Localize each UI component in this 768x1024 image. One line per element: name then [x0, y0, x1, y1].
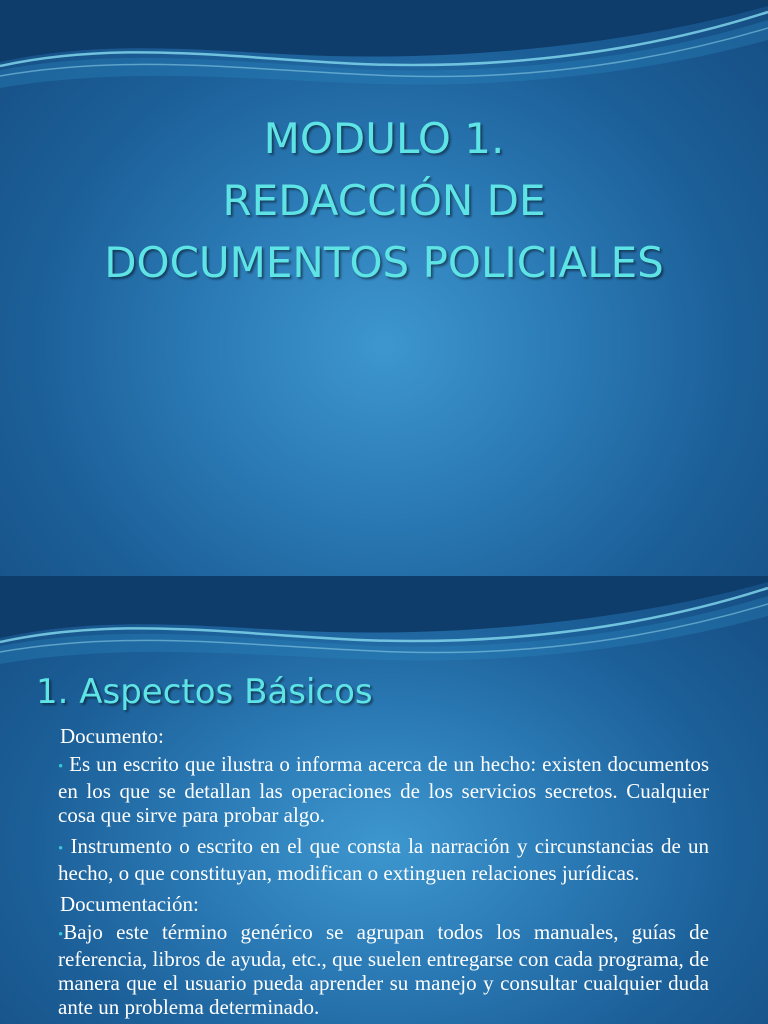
- bullet-icon: •: [58, 841, 64, 857]
- bullet-icon: •: [58, 927, 64, 943]
- list-item-text: Es un escrito que ilustra o informa acerca de un hecho: existen documentos en los que se detallan las operaciones de los servicios secretos. Cualquier cosa que sirve para probar algo.: [58, 752, 710, 827]
- slide-body: [58, 724, 709, 1024]
- list-item: [58, 834, 709, 885]
- wave-decoration: [0, 576, 768, 686]
- slide-title: [0, 108, 768, 294]
- section-heading: 1. Aspectos Básicos: [36, 672, 373, 712]
- bullet-icon: •: [58, 759, 64, 775]
- title-line-3: DOCUMENTOS POLICIALES: [104, 238, 664, 287]
- label-documentacion: Documentación:: [60, 892, 199, 916]
- list-item: [58, 920, 709, 1019]
- label-documento: Documento:: [60, 724, 164, 748]
- slide-2: [0, 576, 768, 1024]
- wave-decoration: [0, 0, 768, 110]
- list-item-text: Instrumento o escrito en el que consta la narración y circunstancias de un hecho, o que constituyan, modifican o extinguen relaciones jurídicas.: [58, 834, 710, 885]
- title-line-1: MODULO 1.: [263, 114, 505, 163]
- list-item: [58, 752, 709, 827]
- title-line-2: REDACCIÓN DE: [222, 176, 546, 225]
- list-item-text: Bajo este término genérico se agrupan todos los manuales, guías de referencia, libros de ayuda, etc., que suelen entregarse con cada programa, de manera que el usuario pueda aprender su manejo y consultar cualquier duda ante un problema determinado.: [58, 920, 709, 1019]
